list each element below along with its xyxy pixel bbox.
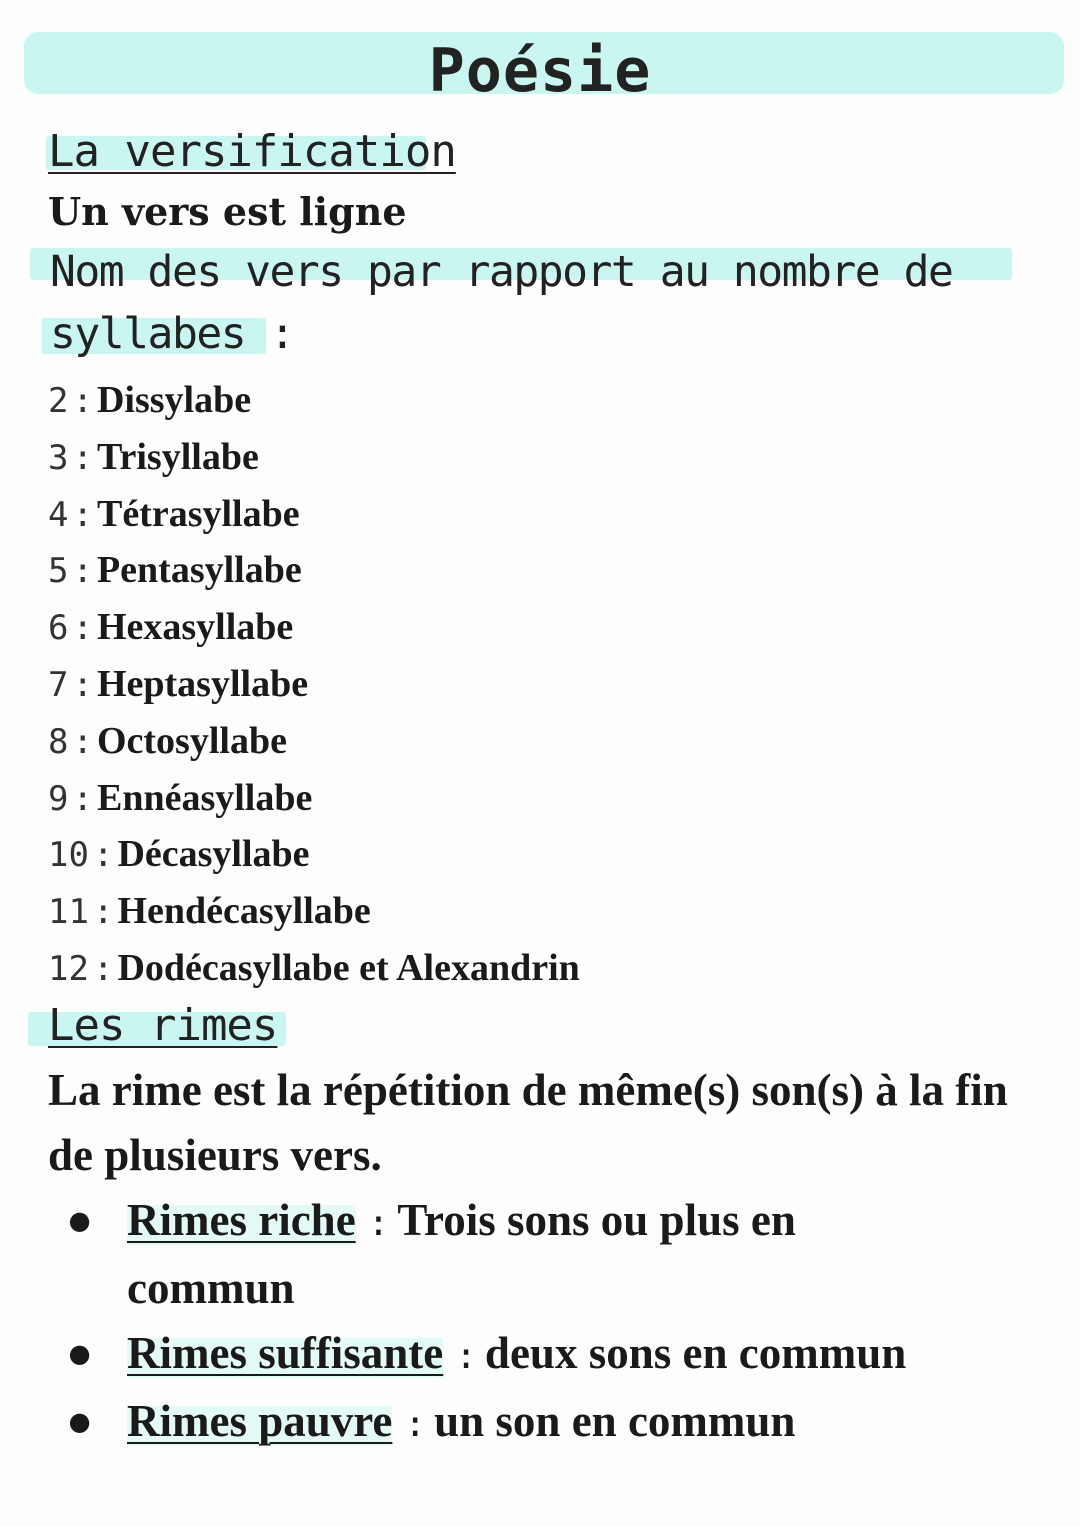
section-heading-rimes: Les rimes — [48, 1000, 278, 1051]
separator: : — [72, 551, 93, 592]
syllable-count: 6 — [48, 608, 69, 649]
vers-name: Octosyllabe — [96, 719, 287, 762]
rime-term: Rimes riche — [127, 1195, 356, 1245]
vers-list — [48, 372, 580, 997]
separator: : — [72, 721, 93, 762]
syllable-count: 8 — [48, 721, 69, 762]
vers-name: Ennéasyllabe — [96, 776, 313, 819]
page-title: Poésie — [428, 36, 652, 106]
syllables-subheading: Nom des vers par rapport au nombre de syllabes : — [50, 247, 953, 359]
list-item — [48, 883, 580, 940]
list-item — [48, 372, 580, 429]
list-item — [48, 770, 580, 827]
rime-types-list — [0, 1188, 1080, 1457]
separator: : — [72, 381, 93, 421]
syllable-count: 4 — [48, 494, 69, 535]
syllable-count: 12 — [48, 948, 89, 989]
vers-definition: Un vers est ligne — [48, 189, 407, 234]
syllable-count: 9 — [48, 778, 69, 819]
list-item — [48, 656, 580, 713]
bullet-icon: ● — [66, 1195, 94, 1245]
separator: : — [367, 1203, 390, 1244]
vers-name: Trisyllabe — [96, 435, 259, 478]
separator: : — [404, 1404, 427, 1445]
list-item — [0, 1321, 957, 1389]
list-item — [48, 713, 580, 770]
rime-term: Rimes pauvre — [127, 1396, 393, 1446]
vers-name: Hexasyllabe — [96, 606, 294, 649]
separator: : — [72, 437, 93, 478]
vers-name: Dissylabe — [96, 379, 252, 421]
separator: : — [455, 1336, 477, 1377]
section-heading-versification: La versification — [48, 126, 456, 177]
syllable-count: 3 — [48, 437, 69, 478]
vers-name: Heptasyllabe — [96, 662, 309, 705]
separator: : — [72, 608, 93, 649]
list-item — [0, 1188, 957, 1321]
rime-description: Trois sons ou plus en commun — [127, 1195, 796, 1313]
bullet-icon: ● — [66, 1396, 94, 1446]
vers-name: Tétrasyllabe — [96, 492, 300, 535]
syllable-count: 11 — [48, 892, 89, 933]
rime-description: un son en commun — [434, 1396, 796, 1446]
separator: : — [92, 948, 114, 989]
list-item — [48, 486, 580, 543]
vers-name: Décasyllabe — [117, 833, 310, 876]
separator: : — [92, 835, 114, 876]
separator: : — [72, 664, 93, 705]
rime-definition: La rime est la répétition de même(s) son(s) à la fin de plusieurs vers. — [48, 1065, 1008, 1180]
vers-name: Pentasyllabe — [96, 549, 302, 592]
syllable-count: 2 — [48, 381, 69, 421]
bullet-icon: ● — [66, 1328, 94, 1378]
list-item — [48, 542, 580, 599]
separator: : — [72, 778, 93, 819]
list-item — [48, 599, 580, 656]
list-item — [48, 940, 580, 997]
separator: : — [92, 892, 114, 933]
syllable-count: 5 — [48, 551, 69, 592]
separator: : — [72, 494, 93, 535]
list-item — [48, 826, 580, 883]
rime-description: deux sons en commun — [484, 1328, 907, 1378]
vers-name: Hendécasyllabe — [117, 890, 371, 933]
list-item — [0, 1389, 957, 1457]
list-item — [48, 429, 580, 486]
syllable-count: 7 — [48, 664, 69, 705]
syllable-count: 10 — [48, 835, 89, 876]
vers-name: Dodécasyllabe et Alexandrin — [117, 946, 580, 989]
rime-term: Rimes suffisante — [127, 1328, 444, 1378]
